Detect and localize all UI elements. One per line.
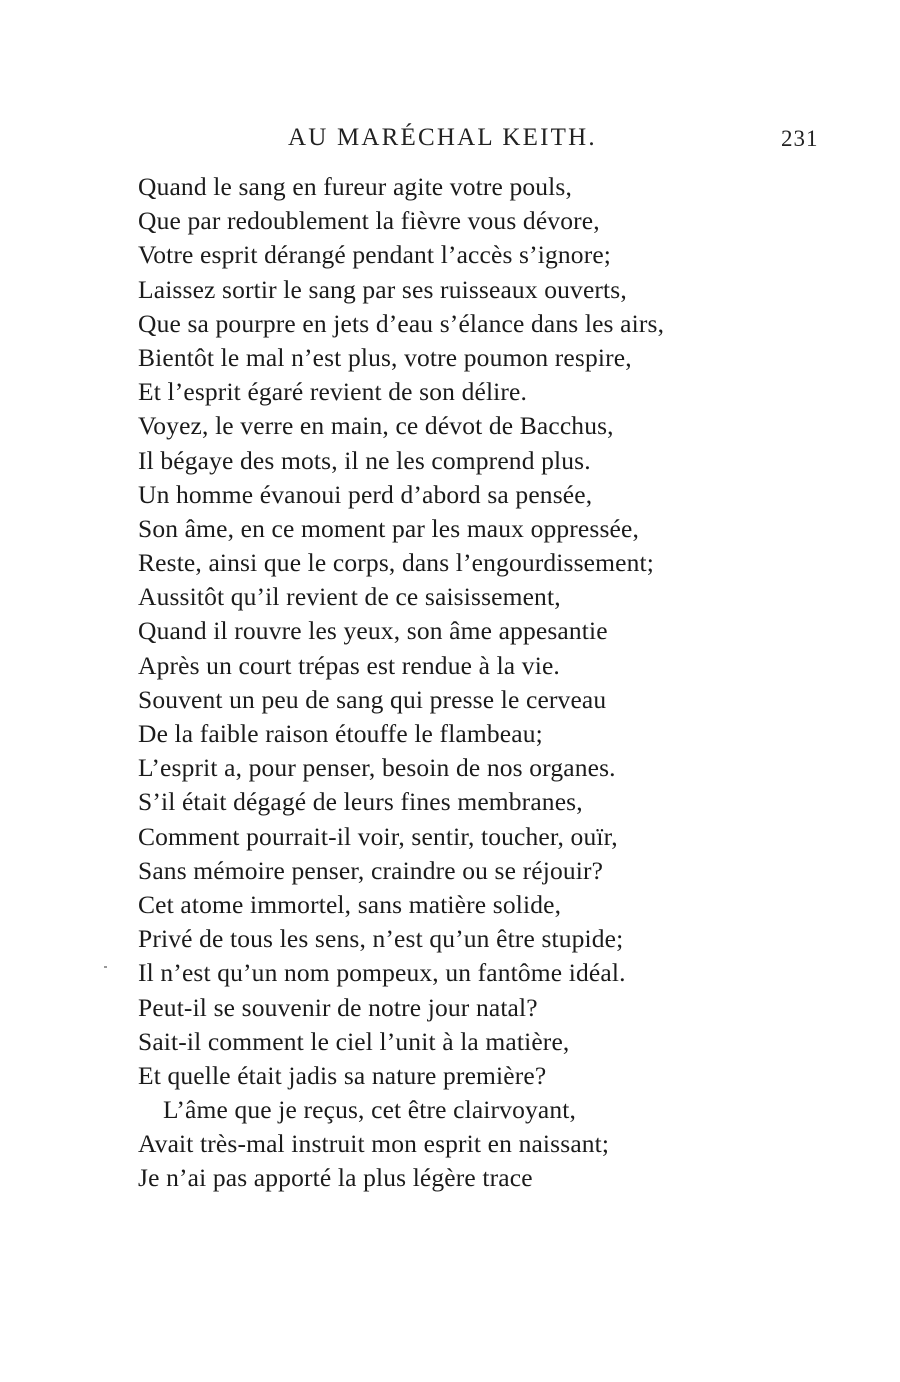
poem-line: Après un court trépas est rendue à la vie.: [138, 650, 560, 680]
poem-line: Et quelle était jadis sa nature première?: [138, 1060, 547, 1090]
poem-line: Souvent un peu de sang qui presse le cerveau: [138, 684, 607, 714]
poem-line: Peut-il se souvenir de notre jour natal?: [138, 992, 538, 1022]
poem-line: Cet atome immortel, sans matière solide,: [138, 889, 562, 919]
poem-line: Son âme, en ce moment par les maux oppressée,: [138, 513, 640, 543]
running-title: AU MARÉCHAL KEITH.: [288, 124, 597, 151]
poem-line: Un homme évanoui perd d’abord sa pensée,: [138, 479, 593, 509]
poem-line: Je n’ai pas apporté la plus légère trace: [138, 1163, 533, 1193]
poem-line: Quand le sang en fureur agite votre pouls,: [138, 172, 572, 201]
running-head: [0, 124, 900, 160]
poem-line: Aussitôt qu’il revient de ce saisissement,: [138, 582, 561, 612]
poem-line: Quand il rouvre les yeux, son âme appesantie: [138, 616, 608, 646]
poem-line: Privé de tous les sens, n’est qu’un être stupide;: [138, 924, 624, 954]
poem-line: Comment pourrait-il voir, sentir, toucher, ouïr,: [138, 821, 618, 851]
poem-line: Bientôt le mal n’est plus, votre poumon respire,: [138, 342, 632, 372]
poem-line: S’il était dégagé de leurs fines membranes,: [138, 787, 583, 817]
poem-line: L’esprit a, pour penser, besoin de nos organes.: [138, 753, 616, 783]
poem-line: Il bégaye des mots, il ne les comprend plus.: [138, 445, 591, 475]
poem-line: Avait très-mal instruit mon esprit en naissant;: [138, 1129, 610, 1159]
poem-line: Et l’esprit égaré revient de son délire.: [138, 377, 528, 407]
poem-line: Sait-il comment le ciel l’unit à la matière,: [138, 1026, 570, 1056]
poem-line: De la faible raison étouffe le flambeau;: [138, 719, 543, 748]
poem-line: Reste, ainsi que le corps, dans l’engourdissement;: [138, 548, 654, 578]
poem-line: Votre esprit dérangé pendant l’accès s’ignore;: [138, 240, 612, 270]
poem-line: Voyez, le verre en main, ce dévot de Bacchus,: [138, 411, 614, 441]
poem-line: Laissez sortir le sang par ses ruisseaux ouverts,: [138, 274, 627, 304]
poem-line: Que par redoublement la fièvre vous dévore,: [138, 206, 600, 236]
poem-text: [138, 170, 838, 1196]
poem-line: Il n’est qu’un nom pompeux, un fantôme idéal.: [138, 958, 626, 988]
poem-line: L’âme que je reçus, cet être clairvoyant,: [163, 1095, 577, 1125]
poem-line: Que sa pourpre en jets d’eau s’élance dans les airs,: [138, 308, 665, 338]
page-number: 231: [781, 126, 819, 151]
poem-line: Sans mémoire penser, craindre ou se réjouir?: [138, 855, 604, 885]
margin-speck: [104, 966, 107, 968]
